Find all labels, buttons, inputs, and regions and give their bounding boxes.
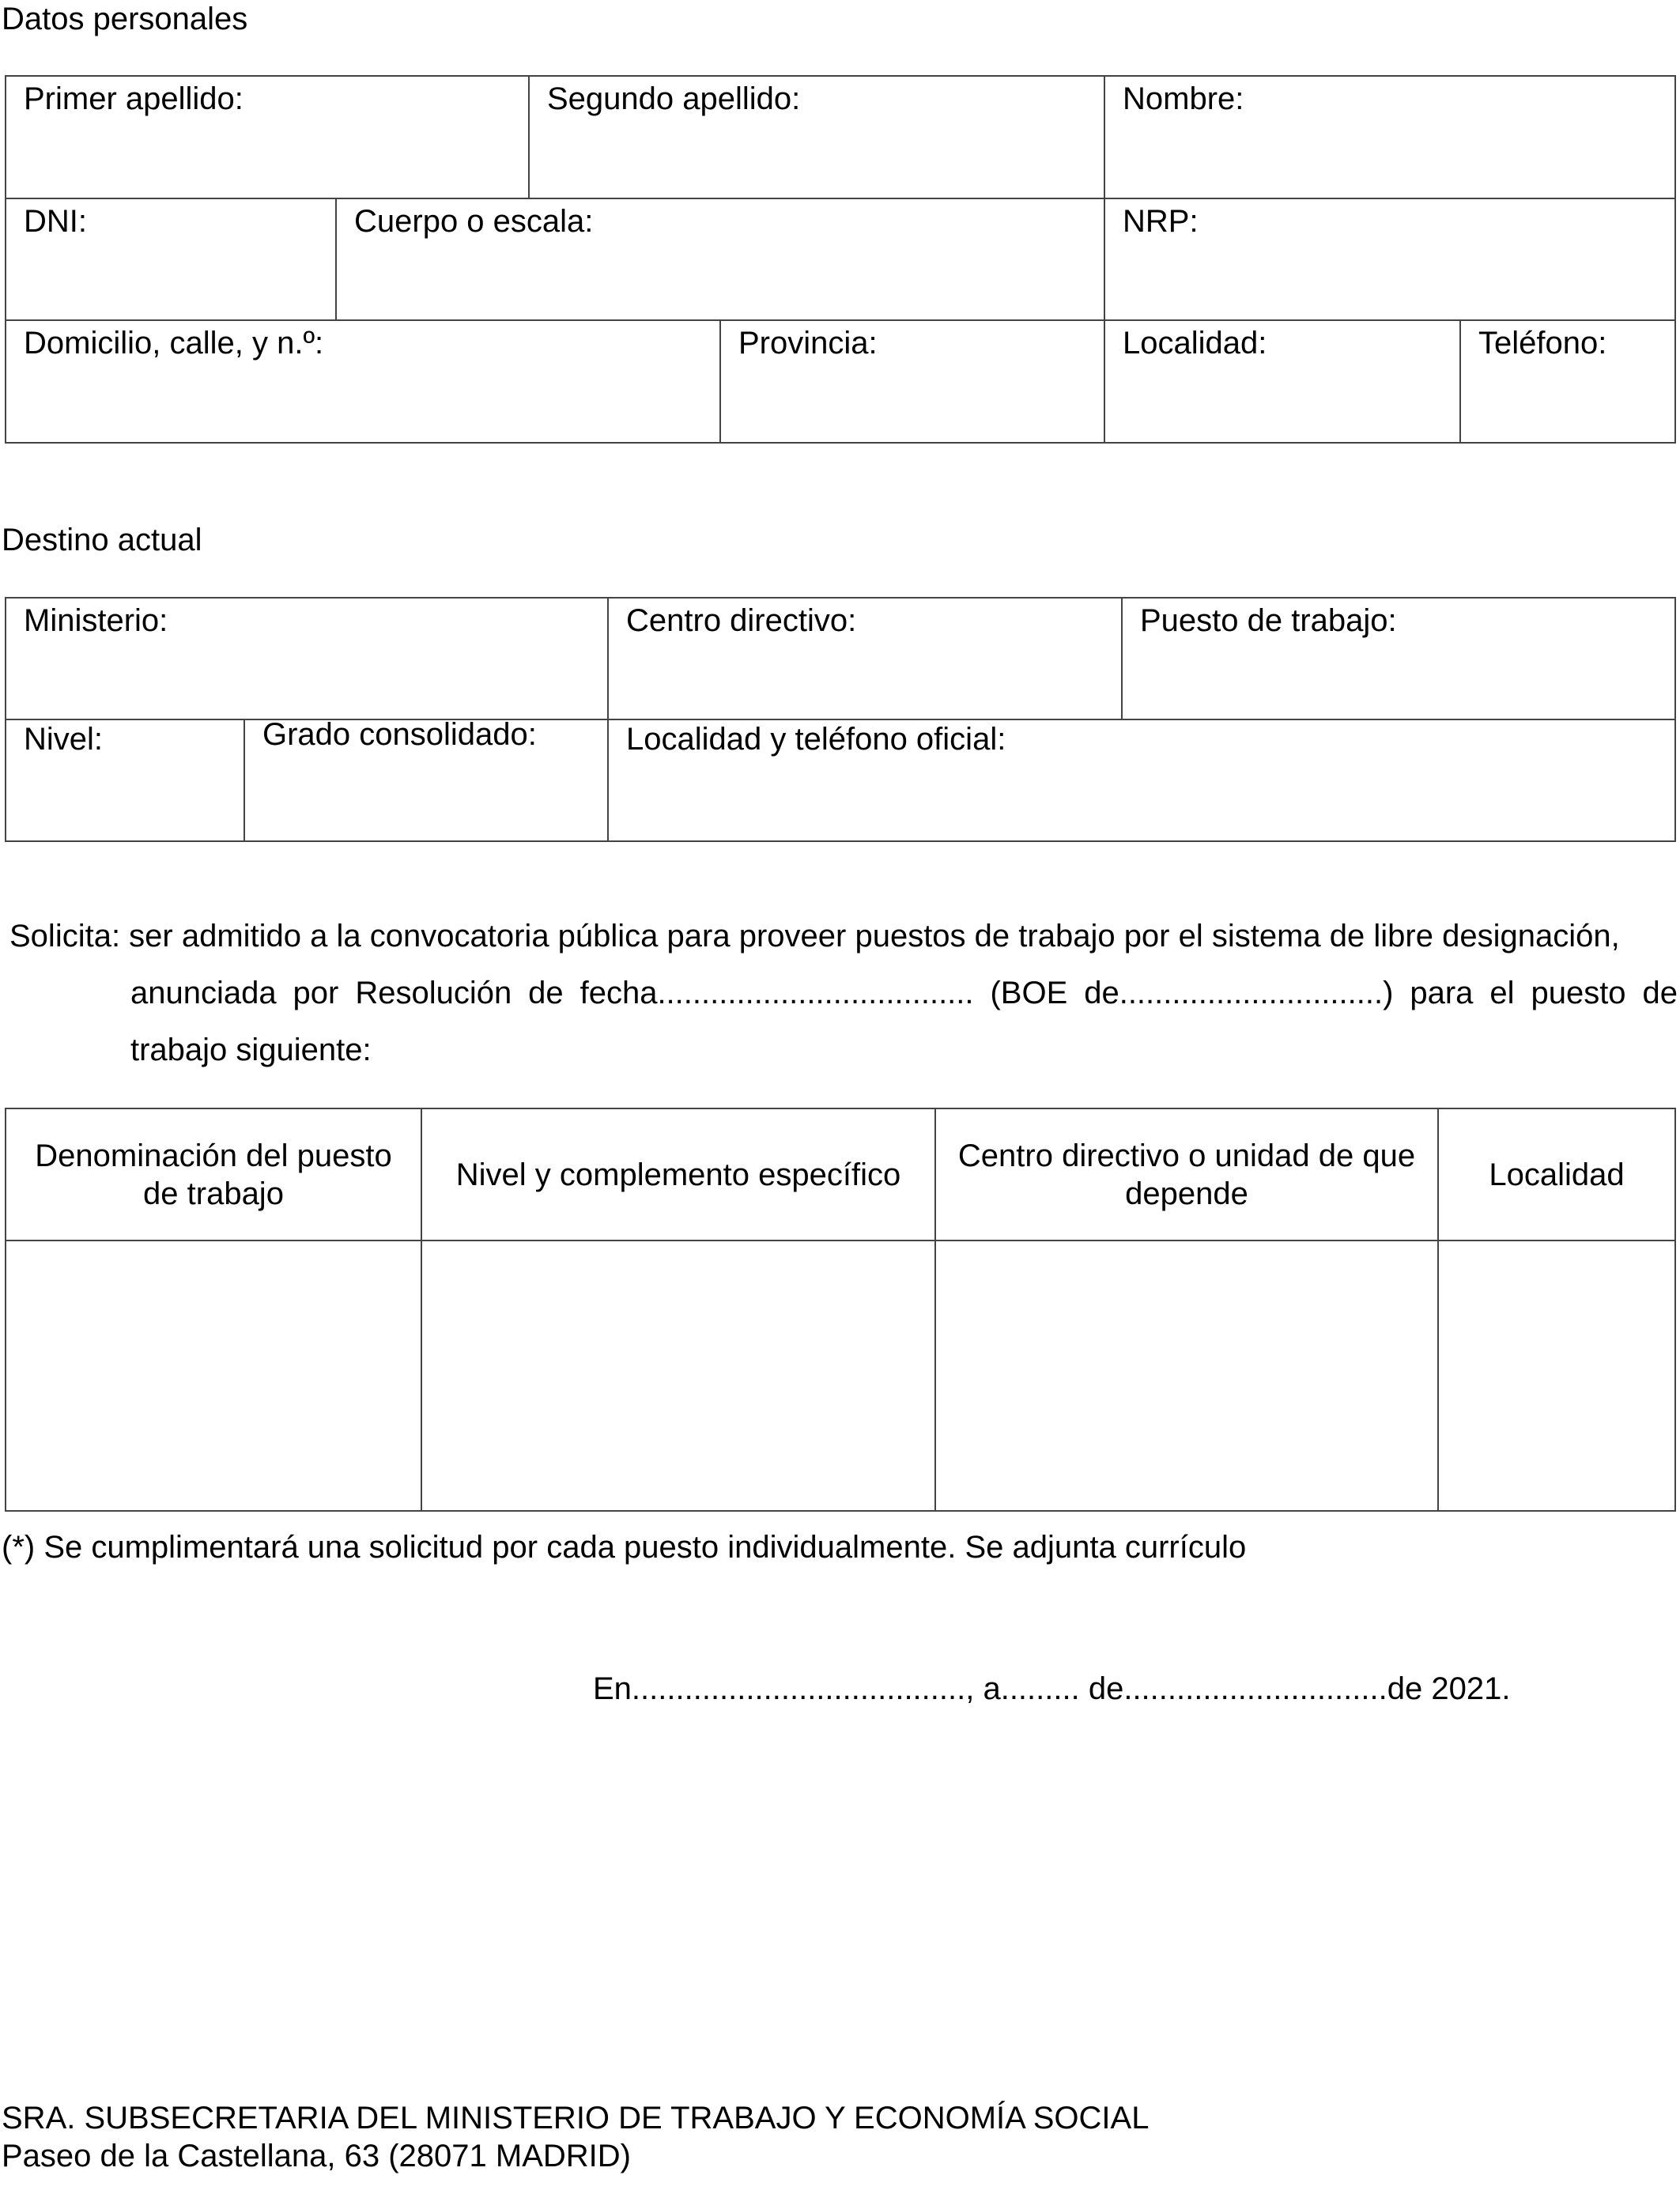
header-nivel-complemento-text: Nivel y complemento específico [455, 1157, 901, 1192]
field-primer-apellido[interactable] [6, 77, 530, 199]
field-domicilio[interactable] [6, 321, 721, 442]
header-centro-directivo-unidad [936, 1109, 1439, 1241]
field-puesto-trabajo[interactable] [1123, 599, 1674, 720]
field-grado-consolidado[interactable] [245, 717, 609, 840]
destino-actual-table [5, 597, 1676, 842]
input-denominacion[interactable] [6, 1241, 422, 1510]
label-domicilio: Domicilio, calle, y n.º: [24, 326, 324, 361]
field-nombre[interactable] [1105, 77, 1674, 199]
label-cuerpo-escala: Cuerpo o escala: [354, 204, 594, 239]
label-nivel: Nivel: [24, 722, 104, 757]
header-localidad-text: Localidad [1489, 1157, 1625, 1192]
field-localidad[interactable] [1105, 321, 1461, 442]
label-segundo-apellido: Segundo apellido: [547, 81, 801, 116]
input-nivel-complemento[interactable] [422, 1241, 936, 1510]
label-centro-directivo: Centro directivo: [626, 603, 857, 638]
section-title-datos-personales: Datos personales [2, 2, 248, 36]
input-centro-directivo-unidad[interactable] [936, 1241, 1439, 1510]
field-localidad-telefono-oficial[interactable] [609, 720, 1674, 840]
label-grado-consolidado: Grado consolidado: [262, 717, 537, 752]
label-primer-apellido: Primer apellido: [24, 81, 244, 116]
label-ministerio: Ministerio: [24, 603, 168, 638]
solicita-line-2: anunciada por Resolución de fecha.................................... (BOE de..............................) para el puesto de [130, 976, 1678, 1010]
field-segundo-apellido[interactable] [530, 77, 1105, 199]
date-line: En......................................, a......... de..............................de 2021. [593, 1671, 1511, 1706]
label-telefono: Teléfono: [1478, 326, 1607, 361]
label-nrp: NRP: [1123, 204, 1199, 239]
puesto-table [5, 1108, 1676, 1512]
solicita-line-3: trabajo siguiente: [130, 1033, 372, 1067]
header-denominacion [6, 1109, 422, 1241]
field-ministerio[interactable] [6, 599, 609, 720]
label-provincia: Provincia: [738, 326, 878, 361]
footnote: (*) Se cumplimentará una solicitud por cada puesto individualmente. Se adjunta currículo [2, 1530, 1247, 1565]
input-localidad[interactable] [1439, 1241, 1674, 1510]
label-puesto-trabajo: Puesto de trabajo: [1140, 603, 1397, 638]
section-title-destino-actual: Destino actual [2, 523, 202, 557]
field-centro-directivo[interactable] [609, 599, 1123, 720]
recipient-line-1: SRA. SUBSECRETARIA DEL MINISTERIO DE TRABAJO Y ECONOMÍA SOCIAL [2, 2101, 1150, 2135]
label-localidad: Localidad: [1123, 326, 1267, 361]
solicita-line-1: Solicita: ser admitido a la convocatoria pública para proveer puestos de trabajo por el sistema de libre designación, [9, 919, 1620, 954]
label-dni: DNI: [24, 204, 87, 239]
header-denominacion-text: Denominación del puesto de trabajo [35, 1138, 392, 1211]
label-nombre: Nombre: [1123, 81, 1244, 116]
recipient-line-2: Paseo de la Castellana, 63 (28071 MADRID) [2, 2139, 631, 2173]
field-nrp[interactable] [1105, 199, 1674, 321]
field-telefono[interactable] [1461, 321, 1674, 442]
header-nivel-complemento [422, 1109, 936, 1241]
datos-personales-table [5, 75, 1676, 444]
field-nivel[interactable] [6, 720, 245, 840]
field-dni[interactable] [6, 199, 337, 321]
solicita-paragraph [9, 908, 1678, 1078]
header-localidad [1439, 1109, 1674, 1241]
field-provincia[interactable] [721, 321, 1105, 442]
header-centro-directivo-unidad-text: Centro directivo o unidad de que depende [957, 1138, 1416, 1211]
field-cuerpo-escala[interactable] [337, 199, 1105, 321]
label-localidad-telefono-oficial: Localidad y teléfono oficial: [626, 722, 1006, 757]
